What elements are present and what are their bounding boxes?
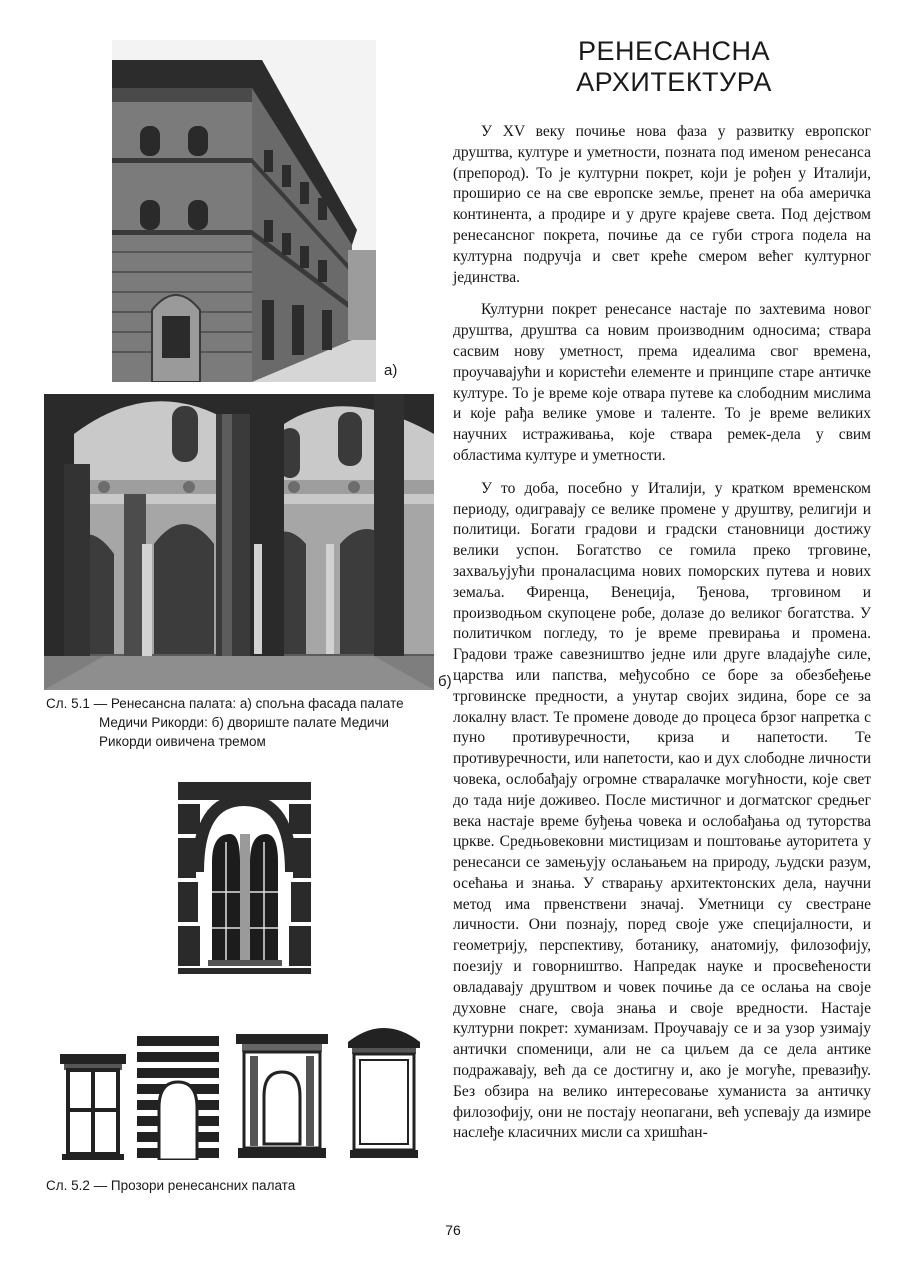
page-number: 76 (445, 1222, 461, 1238)
figure-label-b: б) (438, 673, 452, 690)
figure-label-a: a) (384, 362, 398, 379)
caption-5-1-line1: Сл. 5.1 — Ренесансна палата: а) спољна фасада палате (46, 696, 404, 711)
figure-caption-5-1 (46, 694, 446, 751)
window-drawing-3 (234, 1032, 330, 1160)
caption-5-1-line2: Медичи Рикорди: б) двориште палате Медичи (99, 715, 389, 730)
window-drawing-2 (137, 1036, 219, 1160)
chapter-title-line2: АРХИТЕКТУРА (576, 67, 772, 97)
paragraph: У то доба, посебно у Италији, у кратком временском периоду, одигравају се велике промене у друштву, религији и политици. Богати градови и градски становници достижу велики успон. Богатство се гомила преко трговине, захваљујући проналасцима нових поморских путева и нових земаља. Фиренца, Венеција, Ђенова, трговином и производњом скупоцене робе, долазе до великог богатства. У политичком погледу, то је време превирања и промена. Градови траже савезништво једне или друге владајуће силе, царства или папства, међусобно се боре за обезбеђење трговинске предности, а унутар својих зидина, боре се за локалну власт. Те промене доводе до процеса брзог напретка с пуно противуречности, криза и напетости. Те противуречности, или напетости, као и дух слободне личности човека, ослобађају огромне стваралачке могућности, које свет до тада није доживео. После мистичног и догматског средњег века настаје време буђења човека и ослобађања од туторства цркве. Средњовековни мистицизам и поштовање ауторитета у ренесанси се замењују ослањањем на природу, људски разум, осећања и знања. У стварању архитектонских дела, научни метод има првенствени значај. Уметници су свестране личности. Они познају, поред своје уже специјалности, и геометрију, перспективу, ботанику, анатомију, филозофију, поезију и говорништво. Напредак науке и просвећености овладавају друштвом и човек почиње да се ослања на своје духовне снаге, своја знања и своје вредности. Настаје културни покрет: хуманизам. Проучавају се и за узор узимају антички споменици, али не са циљем да се дела антике подражавају, већ да се достигну и, ако је могуће, превазиђу. Без обзира на велико интересовање хуманиста за античку филозофију, они не постају неопагани, већ успевају да измире наслеђе класичних мисли са хришћан- (453, 479, 871, 1142)
palace-courtyard-photo (44, 394, 434, 690)
paragraph: Културни покрет ренесансе настаје по захтевима новог друштва, друштва са новим производним односима; ствара сасвим нову уметност, према идеалима свог времена, проучавајући и користећи елементе и принципе старе античке културе. То је време које отвара путеве ка слободним мислима и које рађа велике умове и таленте. То је време великих научних истраживања, које ствара ремек-дела у свим областима културе и уметности. (453, 301, 871, 464)
caption-5-1-line3: Рикорди оивичена тремом (99, 734, 266, 749)
window-drawing-1 (58, 1050, 128, 1160)
figure-caption-5-2: Сл. 5.2 — Прозори ренесансних палата (46, 1178, 296, 1193)
window-drawing-4 (346, 1020, 422, 1160)
paragraph: У XV веку почиње нова фаза у развитку европског друштва, културе и уметности, позната под именом ренесанса (препород). То је културни покрет, који је рођен у Италији, проширио се на све европске земље, пренет на оба америчка континента, а продире и у друге крајеве света. Под дејством ренесансног покрета, почиње да се губи строга подела на културна подручја и свет креће смером већег културног јединства. (453, 123, 871, 286)
renaissance-window-photo (178, 782, 311, 974)
body-text (453, 122, 871, 1156)
palace-facade-photo (112, 40, 376, 382)
chapter-title-line1: РЕНЕСАНСНА (578, 36, 770, 66)
chapter-title (480, 36, 868, 98)
